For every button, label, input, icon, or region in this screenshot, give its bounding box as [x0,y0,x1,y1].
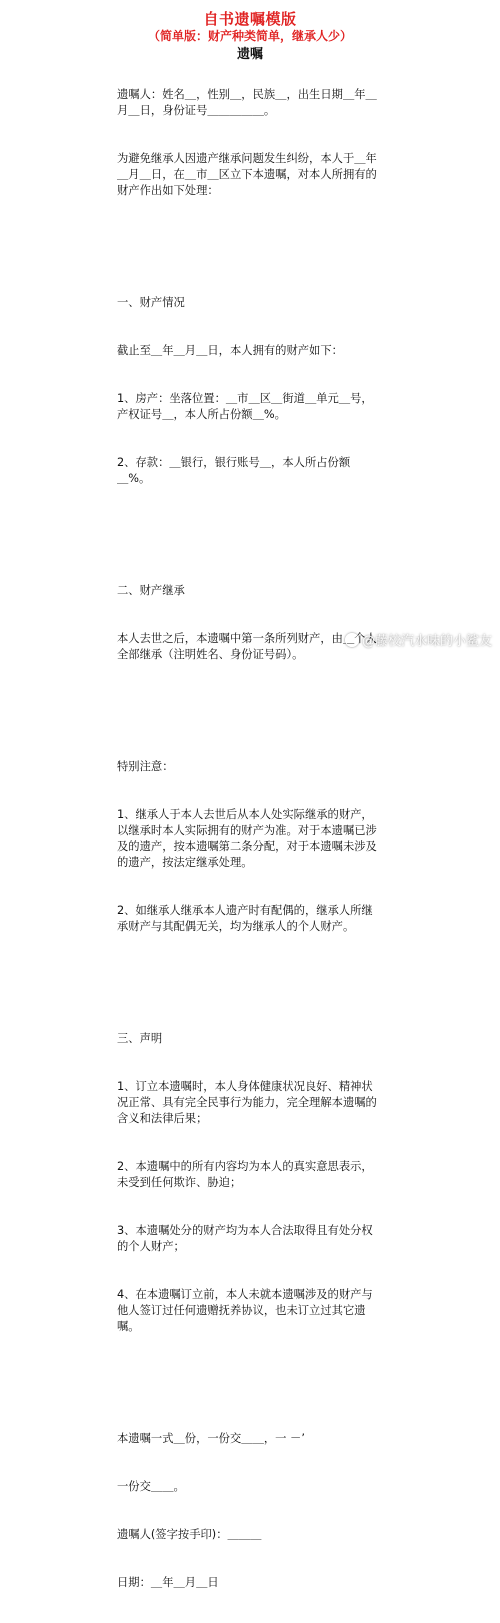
notes-line: 2、如继承人继承本人遗产时有配偶的，继承人所继承财产与其配偶无关，均为继承人的个人财产。 [117,904,373,933]
declaration-line: 4、在本遗嘱订立前，本人未就本遗嘱涉及的财产与他人签订过任何遗赠抚养协议，也未订立过其它遗嘱。 [117,1288,373,1333]
closing-copies-2: 一份交＿＿。 [117,1480,185,1493]
section-inheritance-heading: 二、财产继承 [117,584,185,597]
notes-line: 1、继承人于本人去世后从本人处实际继承的财产，以继承时本人实际拥有的财产为准。对于本遗嘱已涉及的遗产，按本遗嘱第二条分配，对于本遗嘱未涉及的遗产，按法定继承处理。 [117,808,377,869]
xiaohongshu-logo-icon [345,633,359,647]
document-heading: 遗嘱 [236,47,263,62]
section-assets-heading: 一、财产情况 [117,296,185,309]
section-assets-line: 1、房产：坐落位置：＿市＿区＿街道＿单元＿号，产权证号＿，本人所占份额＿%。 [117,392,373,421]
section-inheritance-line: 本人去世之后，本遗嘱中第一条所列财产，由＿个人全部继承（注明姓名、身份证号码）。 [117,632,377,661]
notes-heading: 特别注意： [117,760,174,773]
watermark-text: @藤校汽水味的小鲨友 [361,634,492,649]
section-assets-line: 截止至＿年＿月＿日，本人拥有的财产如下： [117,344,343,357]
page-title: 自书遗嘱模版 [203,10,297,28]
declaration-line: 1、订立本遗嘱时，本人身体健康状况良好、精神状况正常、具有完全民事行为能力，完全理解本遗嘱的含义和法律后果； [117,1080,377,1125]
intro-purpose: 为避免继承人因遗产继承问题发生纠纷，本人于＿年＿月＿日，在＿市＿区立下本遗嘱，对本人所拥有的财产作出如下处理： [117,152,377,197]
will-body [117,55,379,1623]
date-line: 日期：＿年＿月＿日 [117,1576,219,1589]
signature-line: 遗嘱人(签字按手印)：＿＿＿ [117,1528,262,1541]
declaration-line: 2、本遗嘱中的所有内容均为本人的真实意思表示，未受到任何欺诈、胁迫； [117,1160,373,1189]
intro-personal-info: 遗嘱人：姓名＿，性别＿，民族＿，出生日期＿年＿月＿日，身份证号＿＿＿＿＿。 [117,88,377,117]
declaration-line: 3、本遗嘱处分的财产均为本人合法取得且有处分权的个人财产； [117,1224,373,1253]
watermark [345,630,492,649]
section-assets-line: 2、存款：＿银行，银行账号＿，本人所占份额＿%。 [117,456,351,485]
section-declaration-heading: 三、声明 [117,1032,163,1045]
page-subtitle: （简单版：财产种类简单，继承人少） [147,29,352,43]
closing-copies: 本遗嘱一式＿份，一份交＿＿，一 －’ [117,1432,305,1445]
